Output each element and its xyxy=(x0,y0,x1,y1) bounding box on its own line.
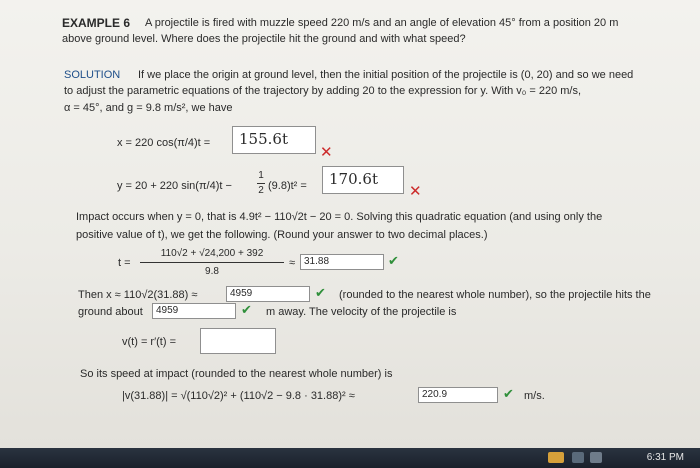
t-fraction-bar xyxy=(140,262,284,263)
t-denominator: 9.8 xyxy=(205,266,219,277)
example-line-1: A projectile is fired with muzzle speed 220 m/s and an angle of elevation 45° from a position 20 m xyxy=(145,17,619,29)
incorrect-x-icon: ✕ xyxy=(320,144,333,161)
y-equation-answer-field[interactable]: 170.6t xyxy=(322,166,404,194)
ground-pre: ground about xyxy=(78,306,143,318)
speed-lhs: |v(31.88)| = √(110√2)² + (110√2 − 9.8 · 31.88)² ≈ xyxy=(122,390,355,402)
example-label: EXAMPLE 6 xyxy=(62,16,131,30)
velocity-answer-field[interactable] xyxy=(200,328,276,354)
t-approx-sign: ≈ xyxy=(289,257,296,269)
half-fraction-bar xyxy=(257,183,265,184)
impact-line-2: positive value of t), we get the following. (Round your answer to two decimal places.) xyxy=(76,229,488,241)
network-icon[interactable] xyxy=(572,452,584,463)
taskbar-clock[interactable]: 6:31 PM xyxy=(646,452,684,463)
ground-answer-field[interactable]: 4959 xyxy=(152,303,236,319)
solution-line-2: to adjust the parametric equations of the trajectory by adding 20 to the expression for y. With v₀ = 220 m/s, xyxy=(64,85,582,97)
half-numerator: 1 xyxy=(258,170,264,181)
volume-icon[interactable] xyxy=(590,452,602,463)
speed-unit: m/s. xyxy=(524,390,545,402)
half-denominator: 2 xyxy=(258,185,264,196)
x-equation-answer-field[interactable]: 155.6t xyxy=(232,126,316,154)
t-numerator: 110√2 + √24,200 + 392 xyxy=(160,248,264,259)
solution-label: SOLUTION xyxy=(64,69,121,81)
ground-post: m away. The velocity of the projectile is xyxy=(266,306,457,318)
solution-line-3: α = 45°, and g = 9.8 m/s², we have xyxy=(64,102,233,114)
speed-answer-field[interactable]: 220.9 xyxy=(418,387,498,403)
correct-ground-icon: ✔ xyxy=(241,302,252,317)
solution-line-1: If we place the origin at ground level, then the initial position of the projectile is (0, 20) and so we need xyxy=(138,69,634,81)
correct-x-distance-icon: ✔ xyxy=(315,285,326,300)
x-distance-answer-field[interactable]: 4959 xyxy=(226,286,310,302)
impact-line-1: Impact occurs when y = 0, that is 4.9t² − 110√2t − 20 = 0. Solving this quadratic equation (and using only the xyxy=(76,211,603,223)
app-icon[interactable] xyxy=(548,452,564,463)
x-distance-post: (rounded to the nearest whole number), so the projectile hits the xyxy=(339,289,651,301)
speed-intro: So its speed at impact (rounded to the nearest whole number) is xyxy=(80,368,393,380)
taskbar xyxy=(0,448,700,468)
correct-speed-icon: ✔ xyxy=(503,386,514,401)
incorrect-y-icon: ✕ xyxy=(409,183,422,200)
example-line-2: above ground level. Where does the projectile hit the ground and with what speed? xyxy=(62,33,466,45)
t-answer-field[interactable]: 31.88 xyxy=(300,254,384,270)
correct-t-icon: ✔ xyxy=(388,253,399,268)
velocity-lhs: v(t) = r′(t) = xyxy=(122,336,177,348)
y-equation-rest: (9.8)t² = xyxy=(268,180,307,192)
t-equation-lhs: t = xyxy=(118,257,131,269)
x-equation-lhs: x = 220 cos(π/4)t = xyxy=(117,137,211,149)
y-equation-lhs: y = 20 + 220 sin(π/4)t − xyxy=(117,180,232,192)
x-distance-pre: Then x ≈ 110√2(31.88) ≈ xyxy=(78,289,198,301)
